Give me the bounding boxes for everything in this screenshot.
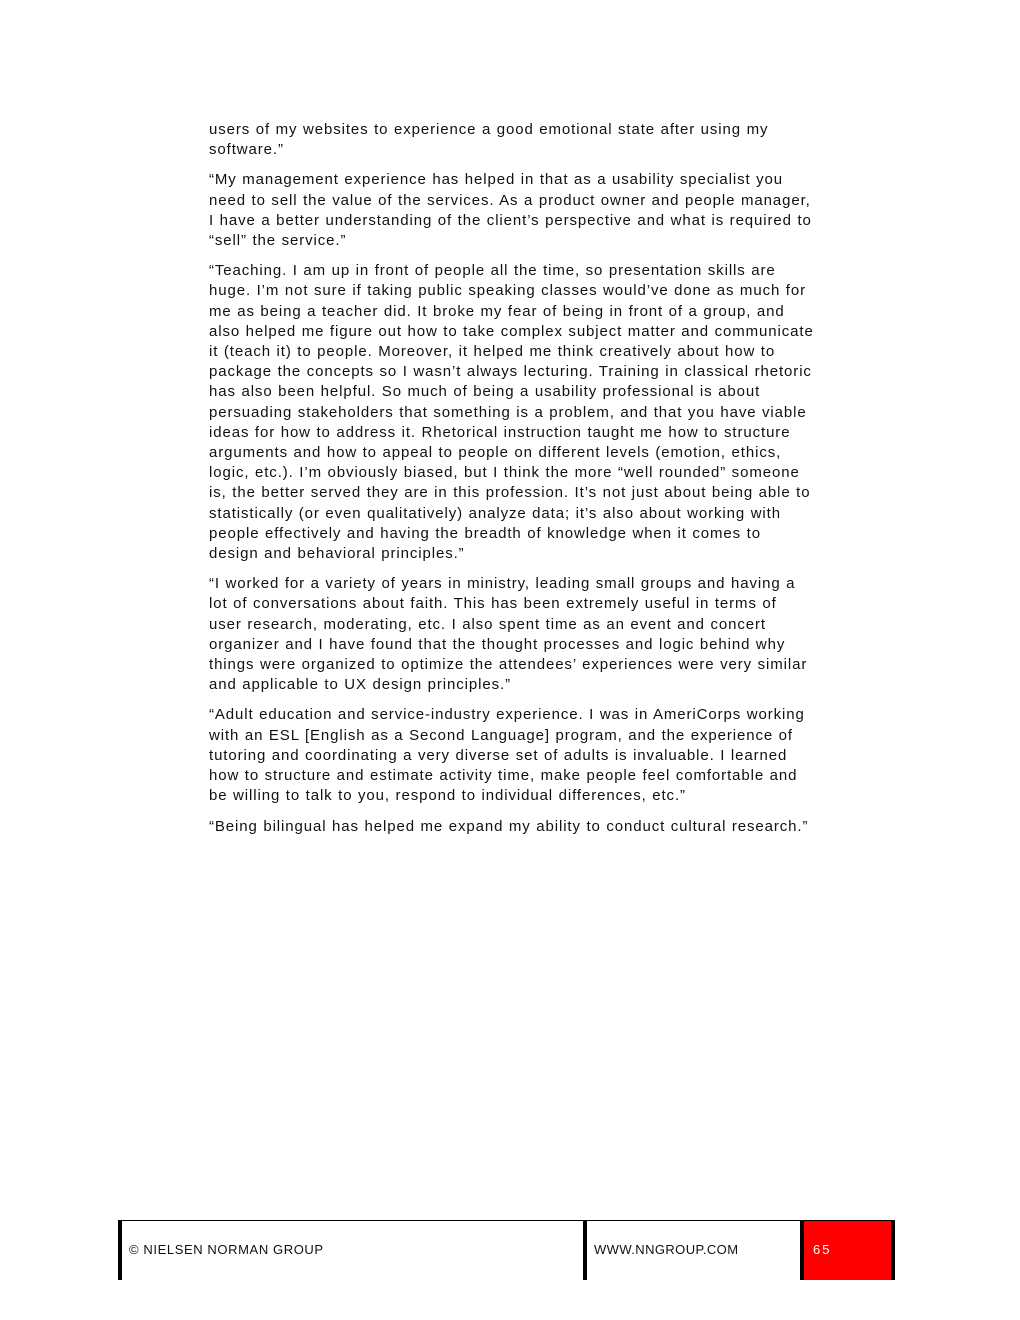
footer-url-link[interactable]: WWW.NNGROUP.COM — [594, 1242, 739, 1257]
footer-copyright: © NIELSEN NORMAN GROUP — [129, 1242, 324, 1257]
footer-left-bar — [118, 1220, 122, 1280]
quote-paragraph: “I worked for a variety of years in ministry, leading small groups and having a lot of conversations about faith. This has been extremely useful in terms of user research, moderating, etc. I also spent time as an event and concert organizer and I have found that the thought processes and logic behind why things were organized to optimize the attendees’ experiences were very similar and applicable to UX design principles.” — [209, 575, 808, 694]
footer-right-bar — [891, 1220, 895, 1280]
page-footer — [118, 1220, 895, 1280]
footer-divider — [118, 1220, 895, 1221]
footer-middle-bar — [583, 1220, 587, 1280]
page-body — [209, 120, 814, 847]
quote-paragraph: “My management experience has helped in that as a usability specialist you need to sell the value of the services. As a product owner and people manager, I have a better understanding of the client’s perspective and what is required to “sell” the service.” — [209, 171, 812, 250]
page-number-box — [804, 1221, 891, 1280]
quote-paragraph: “Adult education and service-industry experience. I was in AmeriCorps working with an ESL [English as a Second Language] program, and the experience of tutoring and coordinating a very diverse set of adults is invaluable. I learned how to structure and estimate activity time, make people feel comfortable and be willing to talk to you, respond to individual differences, etc.” — [209, 706, 805, 805]
quote-paragraph: “Teaching. I am up in front of people all the time, so presentation skills are huge. I’m not sure if taking public speaking classes would’ve done as much for me as being a teacher did. It broke my fear of being in front of a group, and also helped me figure out how to take complex subject matter and communicate it (teach it) to people. Moreover, it helped me think creatively about how to package the concepts so I wasn’t always lecturing. Training in classical rhetoric has also been helpful. So much of being a usability professional is about persuading stakeholders that something is a problem, and that you have viable ideas for how to address it. Rhetorical instruction taught me how to structure arguments and how to appeal to people on different levels (emotion, ethics, logic, etc.). I’m obviously biased, but I think the more “well rounded” someone is, the better served they are in this profession. It’s not just about being able to statistically (or even qualitatively) analyze data; it’s also about working with people effectively and having the breadth of knowledge when it comes to design and behavioral principles.” — [209, 262, 814, 563]
quote-paragraph: users of my websites to experience a good emotional state after using my software.” — [209, 121, 769, 159]
quote-paragraph: “Being bilingual has helped me expand my ability to conduct cultural research.” — [209, 817, 809, 835]
page-number: 65 — [813, 1242, 832, 1257]
